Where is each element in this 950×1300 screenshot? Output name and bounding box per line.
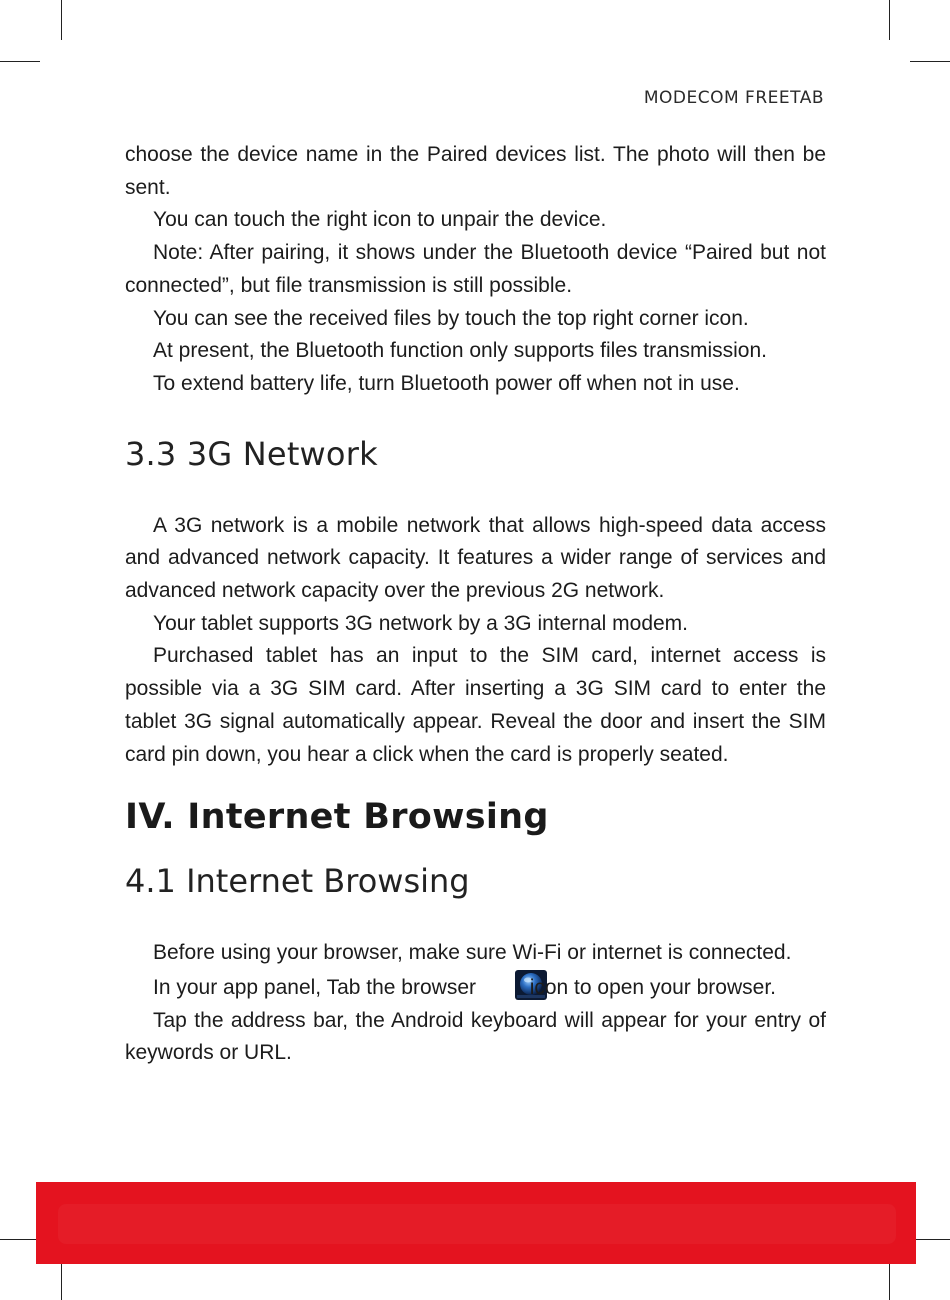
paragraph: You can touch the right icon to unpair the device. [153, 208, 607, 232]
paragraph: Before using your browser, make sure Wi-Fi or internet is connected. [153, 941, 792, 965]
running-header: MODECOM FREETAB [643, 88, 824, 108]
chapter-heading: IV. Internet Browsing [125, 797, 549, 838]
crop-mark [910, 61, 950, 62]
paragraph: Tap the address bar, the Android keyboard will appear for your entry of keywords or URL. [125, 1008, 826, 1065]
crop-mark [61, 1260, 62, 1300]
page-body [125, 139, 826, 1070]
crop-mark [0, 1239, 40, 1240]
crop-mark [61, 0, 62, 40]
paragraph: A 3G network is a mobile network that allows high-speed data access and advanced network capacity. It features a wider range of services and advanced network capacity over the previous 2G network. [125, 513, 826, 603]
crop-mark [910, 1239, 950, 1240]
paragraph: Your tablet supports 3G network by a 3G internal modem. [153, 611, 689, 635]
paragraph: You can see the received files by touch the top right corner icon. [153, 306, 749, 330]
section-heading-browsing: 4.1 Internet Browsing [125, 862, 470, 901]
browser-globe-icon [486, 970, 520, 1000]
crop-mark [0, 61, 40, 62]
crop-mark [889, 0, 890, 40]
paragraph: To extend battery life, turn Bluetooth power off when not in use. [153, 371, 740, 395]
paragraph: At present, the Bluetooth function only supports files transmission. [153, 339, 767, 363]
paragraph [125, 970, 826, 1005]
paragraph: Note: After pairing, it shows under the Bluetooth device “Paired but not connected”, but file transmission is still possible. [125, 241, 826, 297]
paragraph: Purchased tablet has an input to the SIM card, internet access is possible via a 3G SIM card. After inserting a 3G SIM card to enter the tablet 3G signal automatically appear. Reveal the door and insert the SIM card pin down, you hear a click when the card is properly seated. [125, 644, 826, 766]
paragraph-text: icon to open your browser. [529, 975, 776, 999]
footer-bar-highlight [58, 1204, 896, 1244]
paragraph-text: In your app panel, Tab the browser [153, 975, 476, 999]
paragraph: choose the device name in the Paired devices list. The photo will then be sent. [125, 143, 826, 199]
crop-mark [889, 1260, 890, 1300]
section-heading-3g: 3.3 3G Network [125, 434, 378, 473]
